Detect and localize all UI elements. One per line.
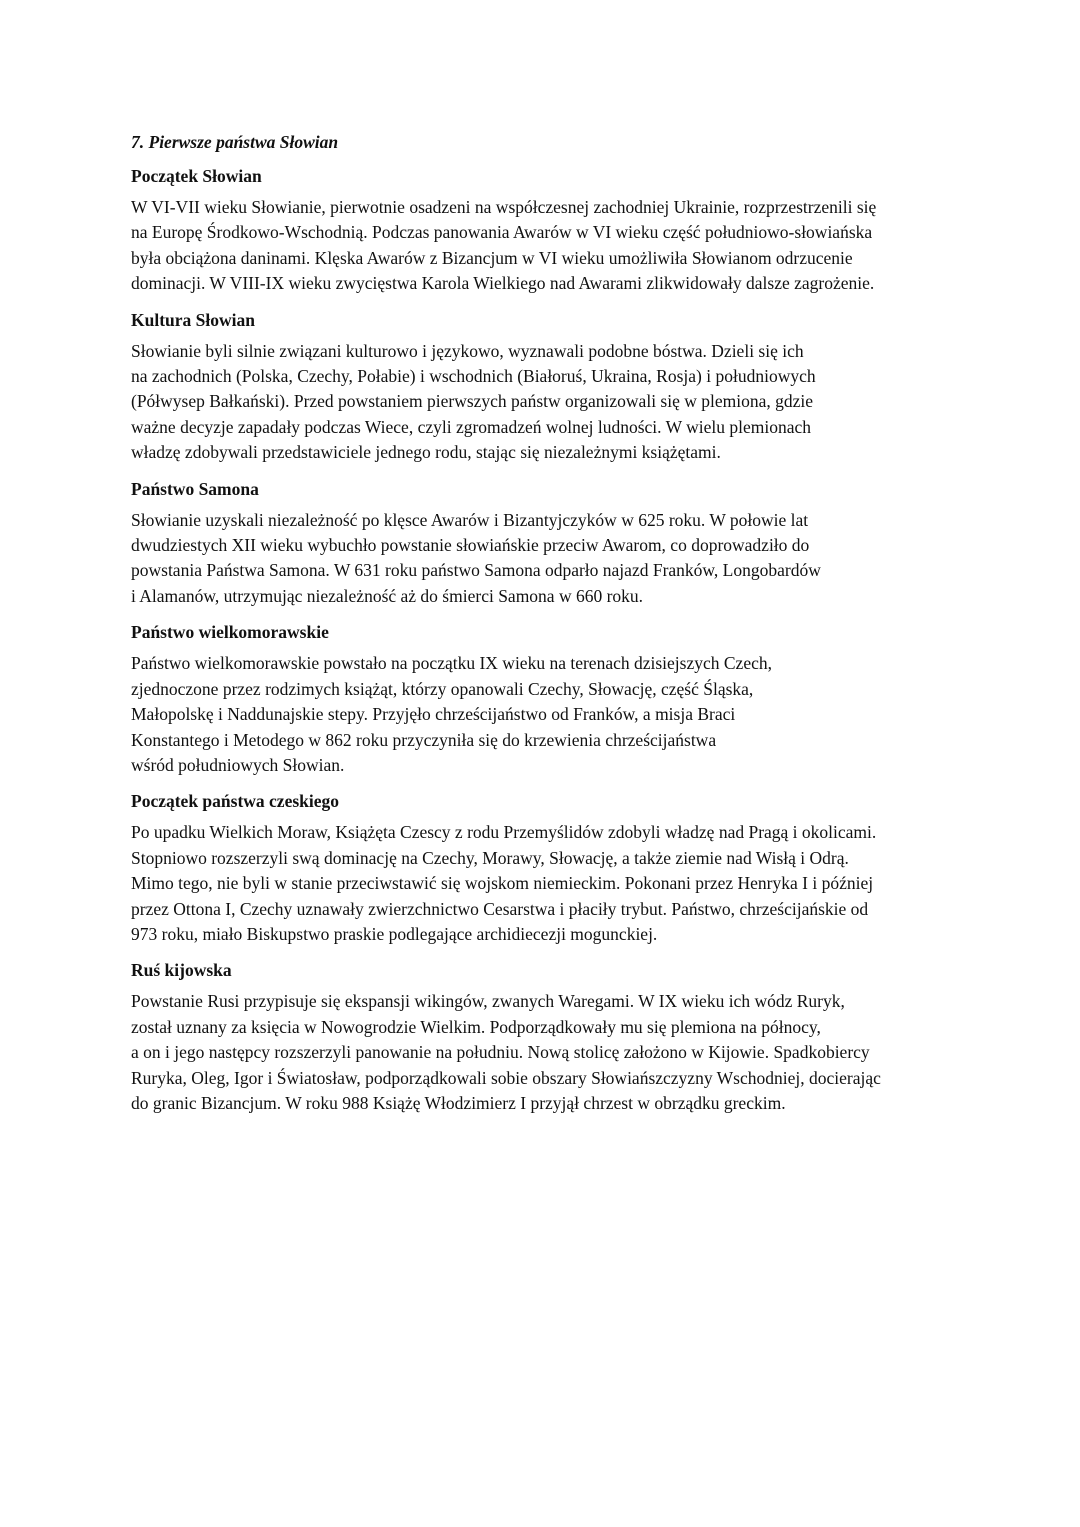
text-line: na zachodnich (Polska, Czechy, Połabie) i wschodnich (Białoruś, Ukraina, Rosja) i południowych <box>131 366 816 387</box>
section-heading: Państwo wielkomorawskie <box>131 622 329 643</box>
section-body <box>131 339 961 466</box>
text-line: został uznany za księcia w Nowogrodzie Wielkim. Podporządkowały mu się plemiona na północy, <box>131 1016 821 1037</box>
text-line: Państwo wielkomorawskie powstało na początku IX wieku na terenach dzisiejszych Czech, <box>131 653 772 674</box>
section-heading: Ruś kijowska <box>131 960 232 981</box>
document-title: 7. Pierwsze państwa Słowian <box>131 132 339 152</box>
section-poczatek-panstwa-czeskiego <box>131 789 961 947</box>
text-line: (Półwysep Bałkański). Przed powstaniem pierwszych państw organizowali się w plemiona, gdzie <box>131 391 814 412</box>
text-line: na Europę Środkowo-Wschodnią. Podczas panowania Awarów w VI wieku część południowo-słowiańska <box>131 222 873 243</box>
text-line: dominacji. W VIII-IX wieku zwycięstwa Karola Wielkiego nad Awarami zlikwidowały dalsze zagrożenie. <box>131 273 875 294</box>
section-heading: Początek państwa czeskiego <box>131 791 340 812</box>
section-body <box>131 820 961 947</box>
section-poczatek-slowian <box>131 164 961 297</box>
text-line: Słowianie uzyskali niezależność po klęsce Awarów i Bizantyjczyków w 625 roku. W połowie lat <box>131 509 809 530</box>
section-body <box>131 989 961 1116</box>
text-line: 973 roku, miało Biskupstwo praskie podlegające archidiecezji mogunckiej. <box>131 923 658 944</box>
section-heading: Państwo Samona <box>131 478 259 499</box>
text-line: wśród południowych Słowian. <box>131 754 345 775</box>
text-line: a on i jego następcy rozszerzyli panowanie na południu. Nową stolicę założono w Kijowie. Spadkobiercy <box>131 1042 870 1063</box>
section-panstwo-wielkomorawskie <box>131 620 961 778</box>
text-line: W VI-VII wieku Słowianie, pierwotnie osadzeni na współczesnej zachodniej Ukrainie, rozprzestrzenili się <box>131 197 877 217</box>
text-line: Słowianie byli silnie związani kulturowo i językowo, wyznawali podobne bóstwa. Dzieli się ich <box>131 340 804 361</box>
text-line: zjednoczone przez rodzimych książąt, którzy opanowali Czechy, Słowację, część Śląska, <box>131 678 754 699</box>
text-line: Po upadku Wielkich Moraw, Książęta Czescy z rodu Przemyślidów zdobyli władzę nad Pragą i okolicami. <box>131 822 877 843</box>
section-panstwo-samona <box>131 477 961 610</box>
section-heading: Kultura Słowian <box>131 309 255 330</box>
section-body <box>131 508 961 610</box>
text-line: do granic Bizancjum. W roku 988 Książę Włodzimierz I przyjął chrzest w obrządku greckim. <box>131 1092 786 1113</box>
text-line: Stopniowo rozszerzyli swą dominację na Czechy, Morawy, Słowację, a także ziemie nad Wisłą i Odrą. <box>131 847 849 868</box>
text-line: była obciążona daninami. Klęska Awarów z Bizancjum w VI wieku umożliwiła Słowianom odrzucenie <box>131 247 853 268</box>
section-heading: Początek Słowian <box>131 166 262 186</box>
text-line: dwudziestych XII wieku wybuchło powstanie słowiańskie przeciw Awarom, co doprowadziło do <box>131 535 810 556</box>
document-page <box>131 130 961 1127</box>
section-rus-kijowska <box>131 958 961 1116</box>
text-line: ważne decyzje zapadały podczas Wiece, czyli zgromadzeń wolnej ludności. W wielu plemionach <box>131 416 812 437</box>
text-line: Powstanie Rusi przypisuje się ekspansji wikingów, zwanych Waregami. W IX wieku ich wódz Ruryk, <box>131 991 845 1012</box>
text-line: przez Ottona I, Czechy uznawały zwierzchnictwo Cesarstwa i płaciły trybut. Państwo, chrześcijańskie od <box>131 898 869 919</box>
text-line: Ruryka, Oleg, Igor i Światosław, podporządkowali sobie obszary Słowiańszczyzny Wschodniej, docierając <box>131 1067 881 1088</box>
text-line: i Alamanów, utrzymując niezależność aż do śmierci Samona w 660 roku. <box>131 585 644 606</box>
section-kultura-slowian <box>131 308 961 466</box>
text-line: Konstantego i Metodego w 862 roku przyczyniła się do krzewienia chrześcijaństwa <box>131 729 717 750</box>
section-body <box>131 195 961 297</box>
text-line: Mimo tego, nie byli w stanie przeciwstawić się wojskom niemieckim. Pokonani przez Henryka I i później <box>131 873 874 894</box>
text-line: władzę zdobywali przedstawiciele jednego rodu, stając się niezależnymi książętami. <box>131 442 721 463</box>
text-line: Małopolskę i Naddunajskie stepy. Przyjęło chrześcijaństwo od Franków, a misja Braci <box>131 704 736 725</box>
text-line: powstania Państwa Samona. W 631 roku państwo Samona odparło najazd Franków, Longobardów <box>131 560 821 581</box>
section-body <box>131 651 961 778</box>
